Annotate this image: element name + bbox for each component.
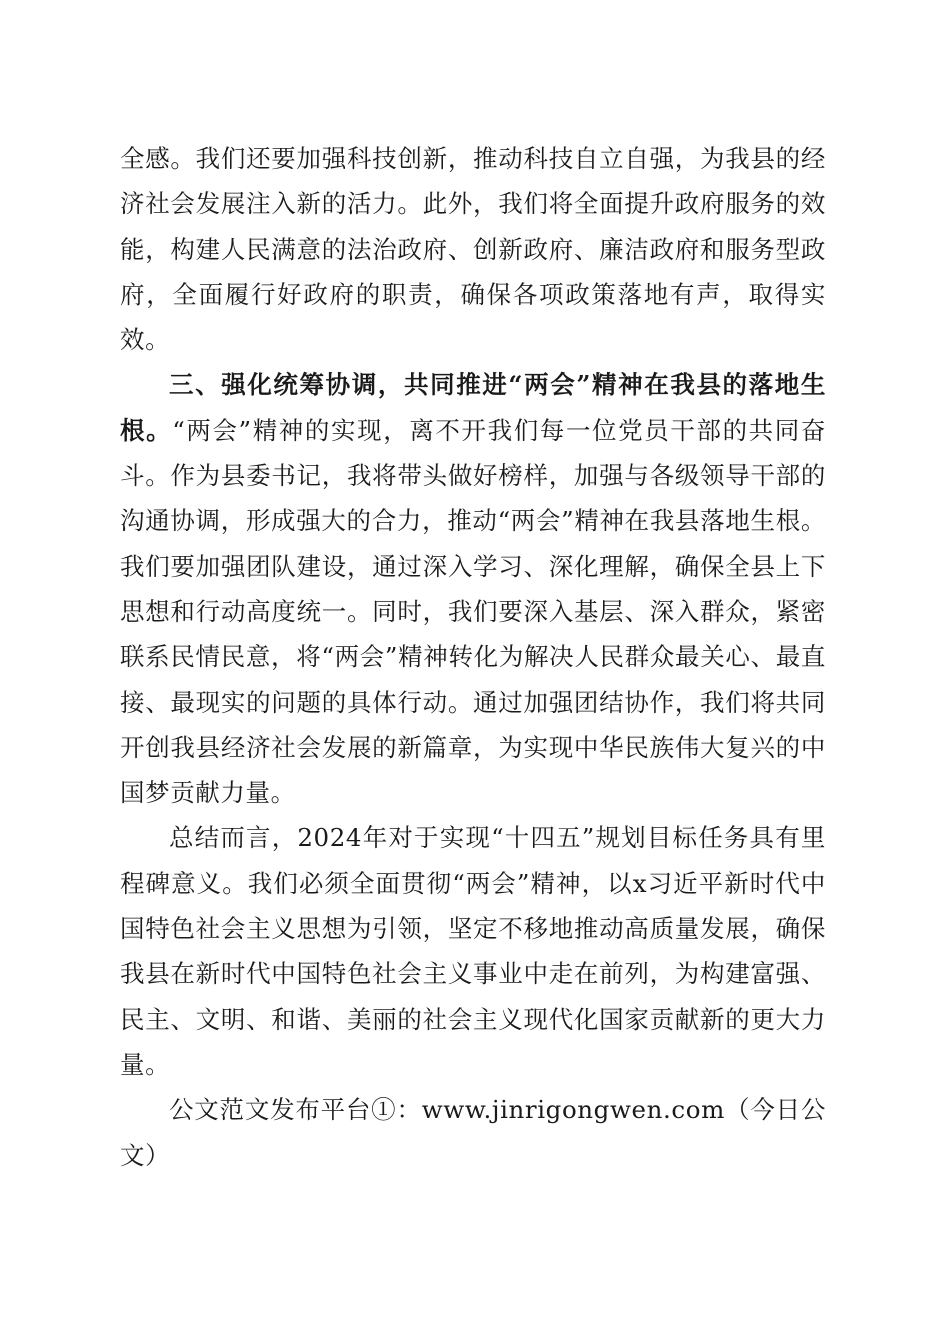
document-body	[120, 136, 826, 1178]
source-note: 公文范文发布平台①：www.jinrigongwen.com（今日公文）	[120, 1095, 826, 1170]
paragraph-continued: 全感。我们还要加强科技创新，推动科技自立自强，为我县的经济社会发展注入新的活力。此外，我们将全面提升政府服务的效能，构建人民满意的法治政府、创新政府、廉洁政府和服务型政府，全面履行好政府的职责，确保各项政策落地有声，取得实效。	[120, 144, 826, 355]
section-three-paragraph	[120, 362, 826, 815]
conclusion-paragraph: 总结而言，2024年对于实现“十四五”规划目标任务具有里程碑意义。我们必须全面贯彻“两会”精神，以x习近平新时代中国特色社会主义思想为引领，坚定不移地推动高质量发展，确保我县在新时代中国特色社会主义事业中走在前列，为构建富强、民主、文明、和谐、美丽的社会主义现代化国家贡献新的更大力量。	[120, 823, 826, 1079]
section-three-body: “两会”精神的实现，离不开我们每一位党员干部的共同奋斗。作为县委书记，我将带头做好榜样，加强与各级领导干部的沟通协调，形成强大的合力，推动“两会”精神在我县落地生根。我们要加强团队建设，通过深入学习、深化理解，确保全县上下思想和行动高度统一。同时，我们要深入基层、深入群众，紧密联系民情民意，将“两会”精神转化为解决人民群众最关心、最直接、最现实的问题的具体行动。通过加强团结协作，我们将共同开创我县经济社会发展的新篇章，为实现中华民族伟大复兴的中国梦贡献力量。	[120, 415, 826, 808]
section-three-heading: 三、强化统筹协调，共同推进“两会”精神在我县的落地生根。	[120, 370, 826, 445]
